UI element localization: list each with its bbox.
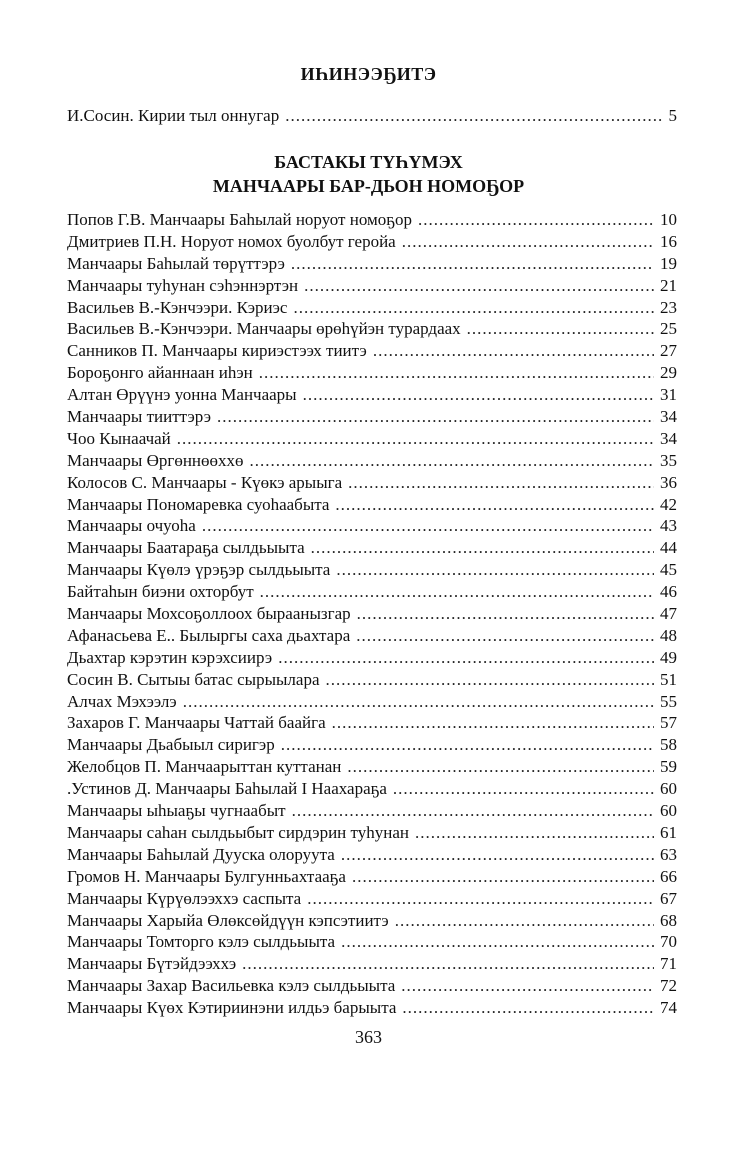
section-heading-line2: МАНЧААРЫ БАР-ДЬОН НОМОҔОР <box>212 176 525 196</box>
toc-entry-page: 29 <box>660 363 677 383</box>
toc-entry-text: Манчаары Мохсоҕоллоох быраанызгар <box>67 604 351 624</box>
toc-entry-page: 34 <box>660 407 677 427</box>
toc-entry <box>67 757 677 779</box>
dot-leader <box>393 779 654 799</box>
toc-entry-text: Манчаары Баһылай Дууска олоруута <box>67 844 335 864</box>
dot-leader <box>303 385 654 405</box>
dot-leader <box>356 626 654 646</box>
toc-entry-page: 60 <box>660 801 677 821</box>
dot-leader <box>292 801 654 821</box>
toc-entry-page: 47 <box>660 604 677 624</box>
toc-entry-text: Манчаары туһунан сэһэннэртэн <box>67 275 299 295</box>
toc-list <box>67 210 677 1020</box>
toc-entry <box>67 801 677 823</box>
toc-entry-text: Байтаһын биэни охторбут <box>67 582 254 602</box>
dot-leader <box>401 976 654 996</box>
toc-entry-page: 5 <box>668 106 677 125</box>
toc-entry-page: 48 <box>660 625 677 645</box>
toc-entry <box>67 845 677 867</box>
toc-entry-page: 60 <box>660 779 677 799</box>
toc-entry-text: Манчаары Баатараҕа сылдьыыта <box>67 538 305 558</box>
toc-entry <box>67 276 677 298</box>
dot-leader <box>402 232 654 252</box>
toc-entry <box>67 648 677 670</box>
toc-entry <box>67 779 677 801</box>
toc-entry-text: Санников П. Манчаары кириэстээх тиитэ <box>67 341 367 361</box>
dot-leader <box>291 254 654 274</box>
dot-leader <box>260 582 654 602</box>
dot-leader <box>332 713 654 733</box>
toc-entry-text: Дьахтар кэрэтин кэрэхсиирэ <box>67 647 273 667</box>
dot-leader <box>278 648 654 668</box>
toc-entry <box>67 516 677 538</box>
dot-leader <box>348 473 654 493</box>
toc-entry-text: Захаров Г. Манчаары Чаттай баайга <box>67 713 326 733</box>
toc-entry-text: Дмитриев П.Н. Норуот номох буолбут геройа <box>67 231 396 251</box>
toc-entry <box>67 582 677 604</box>
toc-entry <box>67 932 677 954</box>
dot-leader <box>293 298 654 318</box>
dot-leader <box>285 106 662 126</box>
dot-leader <box>418 210 654 230</box>
toc-entry <box>67 911 677 933</box>
dot-leader <box>402 998 654 1018</box>
toc-entry-page: 59 <box>660 757 677 777</box>
dot-leader <box>341 932 654 952</box>
toc-entry <box>67 298 677 320</box>
dot-leader <box>304 276 654 296</box>
dot-leader <box>177 429 654 449</box>
toc-entry-page: 71 <box>660 954 677 974</box>
toc-entry <box>67 407 677 429</box>
toc-entry <box>67 385 677 407</box>
toc-entry-page: 21 <box>660 275 677 295</box>
toc-entry <box>67 976 677 998</box>
toc-entry <box>67 735 677 757</box>
toc-entry-text: Алчах Мэхээлэ <box>67 691 177 711</box>
toc-entry-text: Манчаары Өргөннөөххө <box>67 450 244 470</box>
toc-entry-page: 70 <box>660 932 677 952</box>
page-title: ИҺИНЭЭҔИТЭ <box>300 64 437 84</box>
dot-leader <box>467 319 654 339</box>
toc-entry <box>67 998 677 1020</box>
toc-entry-page: 10 <box>660 210 677 229</box>
toc-entry <box>67 867 677 889</box>
dot-leader <box>259 363 654 383</box>
toc-entry-text: Бороҕонго айаннаан иһэн <box>67 363 253 383</box>
toc-entry <box>67 451 677 473</box>
toc-entry-page: 34 <box>660 428 677 448</box>
toc-entry-text: Манчаары Томторго кэлэ сылдьыыта <box>67 932 336 952</box>
toc-entry-text: Манчаары саһан сылдьыбыт сирдэрин туһунан <box>67 822 409 842</box>
dot-leader <box>217 407 654 427</box>
toc-entry <box>67 604 677 626</box>
dot-leader <box>352 867 654 887</box>
toc-entry-page: 58 <box>660 735 677 755</box>
toc-entry <box>67 889 677 911</box>
toc-entry-page: 27 <box>660 341 677 361</box>
toc-entry-page: 42 <box>660 494 677 514</box>
toc-entry <box>67 495 677 517</box>
toc-entry-text: Громов Н. Манчаары Булгунньахтааҕа <box>67 866 346 886</box>
toc-entry-text: Манчаары Харыйа Өлөксөйдүүн кэпсэтиитэ <box>67 910 389 930</box>
toc-entry-page: 61 <box>660 822 677 842</box>
toc-entry-text: Чоо Кынаачай <box>67 428 171 448</box>
toc-entry-page: 36 <box>660 472 677 492</box>
toc-entry-text: И.Сосин. Кирии тыл оннугар <box>67 106 280 125</box>
toc-entry <box>67 232 677 254</box>
toc-entry-page: 46 <box>660 582 677 602</box>
dot-leader <box>281 735 654 755</box>
dot-leader <box>347 757 654 777</box>
toc-entry-text: Афанасьева Е.. Былыргы саха дьахтара <box>67 625 351 645</box>
toc-entry <box>67 254 677 276</box>
dot-leader <box>336 560 654 580</box>
toc-entry-text: Сосин В. Сытыы батас сырыылара <box>67 669 320 689</box>
toc-entry <box>67 670 677 692</box>
toc-entry-page: 44 <box>660 538 677 558</box>
toc-entry <box>67 429 677 451</box>
toc-entry <box>67 210 677 232</box>
toc-entry-page: 35 <box>660 450 677 470</box>
dot-leader <box>183 692 654 712</box>
toc-entry-text: Манчаары Күрүөлээххэ саспыта <box>67 888 302 908</box>
dot-leader <box>250 451 654 471</box>
toc-entry-text: Манчаары ыһыаҕы чугнаабыт <box>67 801 286 821</box>
dot-leader <box>395 911 654 931</box>
toc-entry-page: 57 <box>660 713 677 733</box>
dot-leader <box>242 954 654 974</box>
toc-entry-text: Желобцов П. Манчаарыттан куттанан <box>67 757 342 777</box>
toc-entry-text: Попов Г.В. Манчаары Баһылай норуот номоҕор <box>67 210 413 229</box>
dot-leader <box>373 341 654 361</box>
toc-entry-page: 43 <box>660 516 677 536</box>
section-heading-line1: БАСТАКЫ ТҮҺҮМЭХ <box>274 152 463 172</box>
toc-entry <box>67 626 677 648</box>
toc-entry-text: Манчаары Дьабыыл сиригэр <box>67 735 275 755</box>
toc-entry-text: .Устинов Д. Манчаары Баһылай I Наахараҕа <box>67 779 387 799</box>
toc-entry-text: Манчаары Захар Васильевка кэлэ сылдьыыта <box>67 976 396 996</box>
dot-leader <box>311 538 654 558</box>
toc-entry-page: 66 <box>660 866 677 886</box>
toc-entry-page: 23 <box>660 297 677 317</box>
dot-leader <box>415 823 654 843</box>
toc-entry-text: Алтан Өрүүнэ уонна Манчаары <box>67 385 297 405</box>
toc-entry-page: 68 <box>660 910 677 930</box>
dot-leader <box>307 889 654 909</box>
toc-entry-page: 45 <box>660 560 677 580</box>
toc-entry-text: Колосов С. Манчаары - Күөкэ арыыга <box>67 472 343 492</box>
toc-entry-text: Манчаары Пономаревка суоһаабыта <box>67 494 330 514</box>
toc-entry <box>67 538 677 560</box>
toc-entry-text: Манчаары Күөлэ үрэҕэр сылдьыыта <box>67 560 331 580</box>
dot-leader <box>335 495 654 515</box>
toc-entry-page: 55 <box>660 691 677 711</box>
toc-entry <box>67 713 677 735</box>
toc-entry <box>67 363 677 385</box>
toc-entry <box>67 560 677 582</box>
page-number: 363 <box>355 1027 382 1047</box>
dot-leader <box>357 604 654 624</box>
toc-entry <box>67 692 677 714</box>
toc-entry-text: Васильев В.-Кэнчээри. Кэриэс <box>67 297 288 317</box>
toc-entry-text: Манчаары Баһылай төрүттэрэ <box>67 253 285 273</box>
dot-leader <box>202 516 654 536</box>
toc-entry <box>67 954 677 976</box>
toc-entry-text: Манчаары Күөх Кэтириинэни илдьэ барыыта <box>67 998 397 1018</box>
toc-entry-text: Васильев В.-Кэнчээри. Манчаары өрөһүйэн турардаах <box>67 319 461 339</box>
dot-leader <box>326 670 655 690</box>
toc-entry <box>67 473 677 495</box>
toc-entry-page: 19 <box>660 253 677 273</box>
toc-entry-page: 51 <box>660 669 677 689</box>
toc-entry-page: 25 <box>660 319 677 339</box>
toc-entry-page: 49 <box>660 647 677 667</box>
toc-entry <box>67 319 677 341</box>
toc-entry-page: 72 <box>660 976 677 996</box>
toc-entry-page: 74 <box>660 998 677 1018</box>
toc-entry-text: Манчаары очуоһа <box>67 516 196 536</box>
toc-entry-text: Манчаары тииттэрэ <box>67 407 211 427</box>
toc-entry-text: Манчаары Бүтэйдээххэ <box>67 954 237 974</box>
section-heading <box>0 150 737 198</box>
toc-entry-page: 31 <box>660 385 677 405</box>
toc-entry <box>67 341 677 363</box>
toc-entry-page: 16 <box>660 231 677 251</box>
toc-entry-page: 67 <box>660 888 677 908</box>
toc-entry-page: 63 <box>660 844 677 864</box>
dot-leader <box>341 845 654 865</box>
toc-entry-intro <box>67 106 677 128</box>
toc-entry <box>67 823 677 845</box>
